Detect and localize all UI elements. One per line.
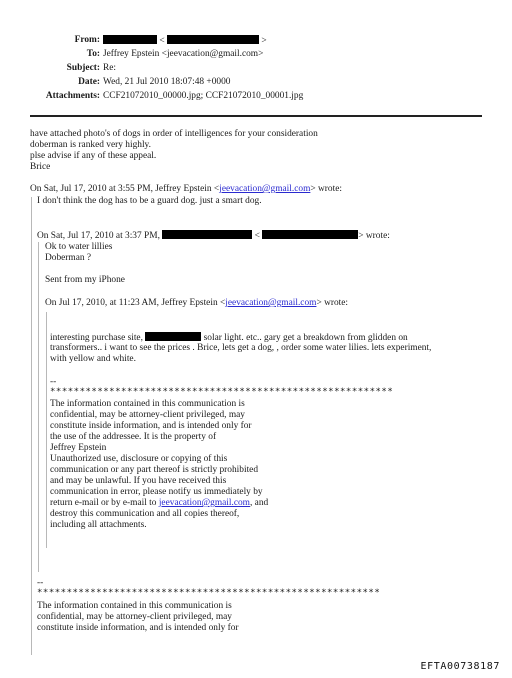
return-pre: return e-mail or by e-mail to [50, 498, 159, 508]
quote-bar-level2 [38, 242, 39, 572]
date-label: Date: [78, 77, 100, 87]
disclaimer-line: confidential, may be attorney-client privileged, may [50, 410, 245, 420]
quote3-intro-pre: On Jul 17, 2010, at 11:23 AM, Jeffrey Epstein < [45, 298, 226, 308]
disclaimer-return-line [50, 498, 268, 509]
quote1-email-link[interactable]: jeevacation@gmail.com [219, 184, 311, 194]
to-value: Jeffrey Epstein <jeevacation@gmail.com> [103, 49, 264, 59]
redaction-box [262, 230, 358, 239]
footer-disclaimer-line: confidential, may be attorney-client privileged, may [37, 612, 232, 622]
quote2-line: Ok to water lillies [45, 242, 113, 252]
disclaimer-line: and may be unlawful. If you have received this [50, 476, 227, 486]
stars-separator: ********************************************************** [37, 588, 381, 598]
quote2-intro-post: > wrote: [358, 231, 390, 241]
redaction-box [162, 230, 252, 239]
return-post: , and [249, 498, 269, 508]
disclaimer-line: Jeffrey Epstein [50, 443, 107, 453]
body-line: have attached photo's of dogs in order of intelligences for your consideration [30, 129, 318, 139]
quote-bar-level1 [31, 197, 32, 655]
quote2-intro [37, 230, 390, 242]
stars-separator: ********************************************************** [50, 387, 394, 397]
disclaimer-email-link[interactable]: jeevacation@gmail.com [158, 498, 250, 508]
footer-disclaimer-line: constitute inside information, and is intended only for [37, 623, 239, 633]
body-line: plse advise if any of these appeal. [30, 151, 157, 161]
quote3-line1-pre: interesting purchase site, [50, 333, 143, 343]
disclaimer-line: including all attachments. [50, 520, 147, 530]
disclaimer-line: the use of the addressee. It is the property of [50, 432, 217, 442]
quote3-line1-post: solar light. etc.. gary get a breakdown from glidden on [203, 333, 408, 343]
disclaimer-line: The information contained in this communication is [50, 399, 245, 409]
disclaimer-line: communication or any part thereof is strictly prohibited [50, 465, 259, 475]
footer-disclaimer-line: The information contained in this communication is [37, 601, 232, 611]
attachments-label: Attachments: [45, 91, 100, 101]
from-lt: < [159, 36, 165, 46]
quote3-line: transformers.. i want to see the prices . Brice, lets get a dog, , order some water lilies. lets experiment, [50, 343, 432, 353]
date-value: Wed, 21 Jul 2010 18:07:48 +0000 [103, 77, 231, 87]
quote1-text: I don't think the dog has to be a guard dog. just a smart dog. [37, 196, 262, 206]
disclaimer-line: destroy this communication and all copies thereof, [50, 509, 240, 519]
subject-label: Subject: [66, 63, 100, 73]
body-line: Brice [30, 162, 51, 172]
redaction-box [145, 332, 201, 341]
quote2-line: Doberman ? [45, 253, 92, 263]
quote3-intro-post: > wrote: [316, 298, 349, 308]
subject-value: Re: [103, 63, 117, 73]
quote3-email-link[interactable]: jeevacation@gmail.com [225, 298, 317, 308]
bates-number: EFTA00738187 [420, 661, 500, 672]
from-value [103, 35, 267, 47]
header-divider [30, 115, 482, 117]
from-gt: > [261, 36, 267, 46]
signature-dash: -- [37, 578, 44, 588]
quote1-intro-post: > wrote: [310, 184, 342, 194]
quote1-intro-pre: On Sat, Jul 17, 2010 at 3:55 PM, Jeffrey Epstein < [30, 184, 220, 194]
to-label: To: [86, 49, 100, 59]
quote2-sent: Sent from my iPhone [45, 275, 125, 285]
disclaimer-line: communication in error, please notify us immediately by [50, 487, 263, 497]
attachments-value: CCF21072010_00000.jpg; CCF21072010_00001.jpg [103, 91, 304, 101]
body-line: doberman is ranked very highly. [30, 140, 151, 150]
redaction-box [167, 35, 259, 44]
quote-bar-level3 [46, 312, 47, 548]
disclaimer-line: constitute inside information, and is intended only for [50, 421, 252, 431]
quote3-intro [45, 298, 348, 309]
quote1-intro [30, 184, 342, 195]
quote2-intro-pre: On Sat, Jul 17, 2010 at 3:37 PM, [37, 231, 160, 241]
quote3-line: with yellow and white. [50, 354, 136, 364]
disclaimer-line: Unauthorized use, disclosure or copying of this [50, 454, 228, 464]
from-label: From: [74, 35, 100, 45]
quote2-intro-lt: < [254, 231, 260, 241]
signature-dash: -- [50, 377, 57, 387]
redaction-box [103, 35, 157, 44]
